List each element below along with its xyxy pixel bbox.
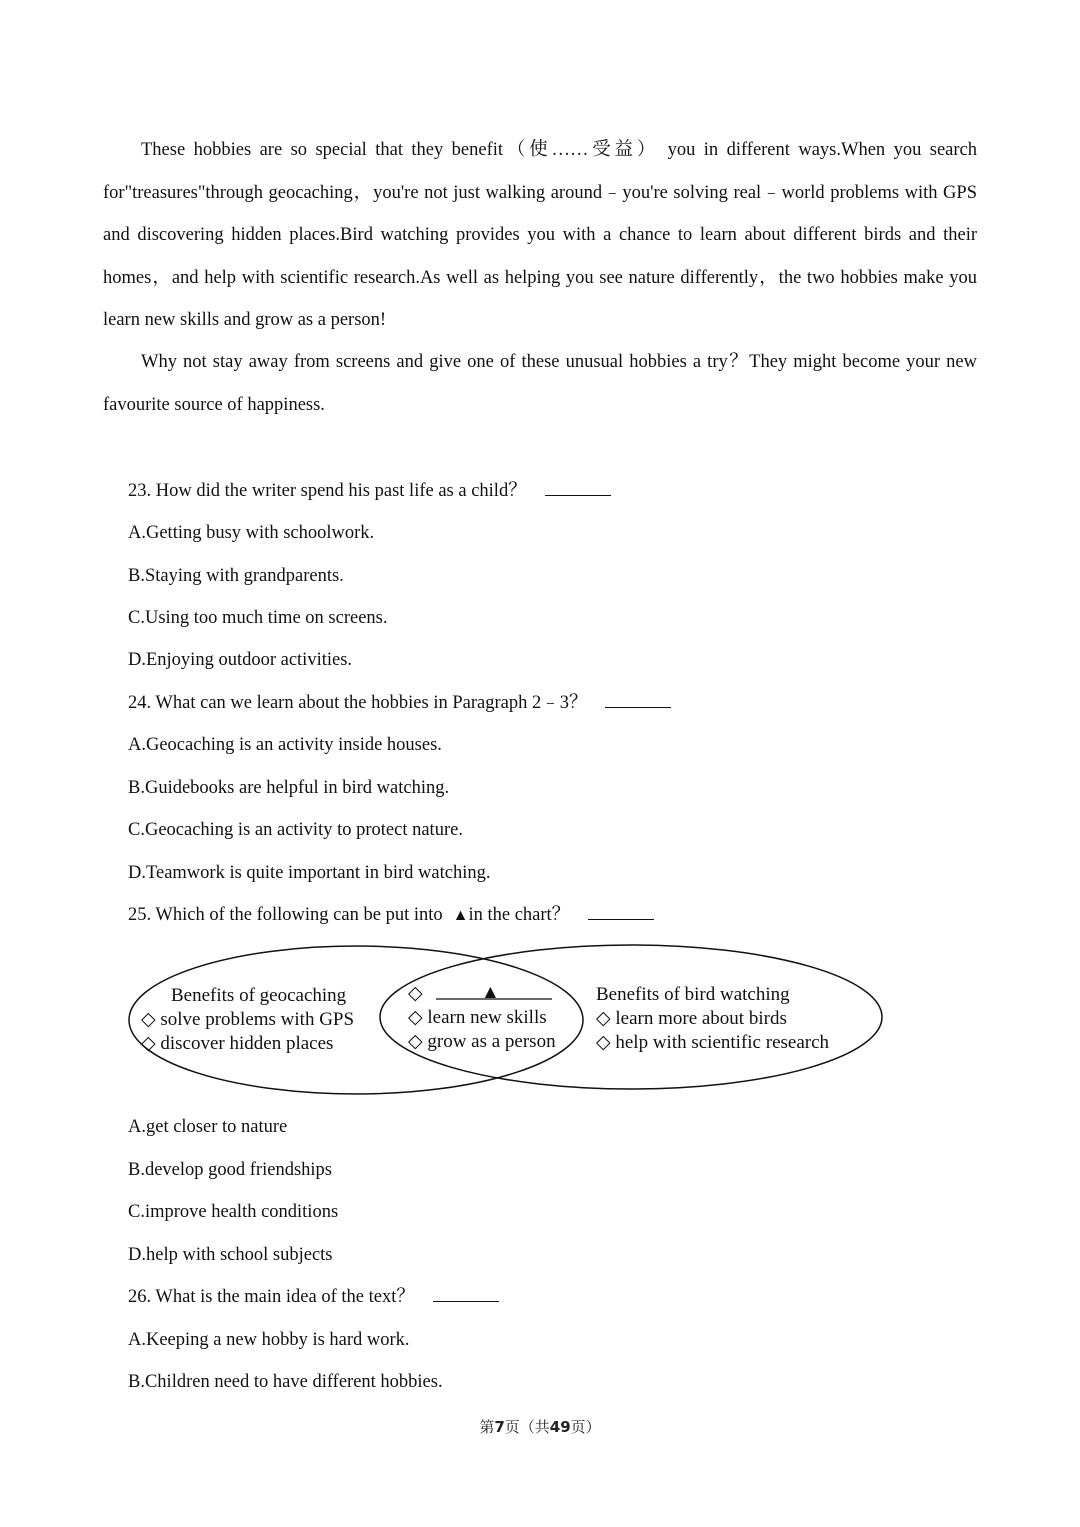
answer-blank[interactable] [433,1285,499,1302]
triangle-icon: ▲ [452,907,469,924]
question-24-option-d[interactable]: D.Teamwork is quite important in bird watching. [128,863,491,883]
venn-left-item: ◇ discover hidden places [141,1033,334,1054]
question-25-option-c[interactable]: C.improve health conditions [128,1202,339,1222]
question-25-stem: 25. Which of the following can be put into ▲in the chart？ [128,903,988,928]
page-number: 7 [494,1418,505,1436]
question-23-option-a[interactable]: A.Getting busy with schoolwork. [128,523,375,543]
venn-middle-item: ◇ grow as a person [408,1031,556,1052]
question-23-option-b[interactable]: B.Staying with grandparents. [128,566,344,586]
question-26-option-b[interactable]: B.Children need to have different hobbies. [128,1372,443,1392]
page-footer: 第7页（共49页） [479,1418,601,1436]
question-25-option-d[interactable]: D.help with school subjects [128,1245,333,1265]
venn-right-title: Benefits of bird watching [596,984,790,1005]
question-26-stem: 26. What is the main idea of the text？ [128,1285,988,1309]
venn-middle-bullet: ◇ [408,983,423,1004]
answer-blank[interactable] [545,479,611,496]
question-23-stem: 23. How did the writer spend his past life as a child？ [128,479,988,503]
question-24-option-b[interactable]: B.Guidebooks are helpful in bird watching. [128,778,450,798]
passage-paragraph-1: These hobbies are so special that they benefit（使……受益） you in different ways.When you search for"treasures"through geocaching，you're not just walking around﹣you're solving real﹣world problems with GPS and discovering hidden places.Bird watching provides you with a chance to learn about different birds and their homes，and help with scientific research.As well as helping you see nature differently，the two hobbies make you learn new skills and grow as a person! [103,140,977,330]
triangle-icon: ▲ [481,982,500,1003]
question-25-option-a[interactable]: A.get closer to nature [128,1117,288,1137]
question-24-option-c[interactable]: C.Geocaching is an activity to protect nature. [128,820,463,840]
venn-right-item: ◇ help with scientific research [596,1032,830,1053]
venn-middle-item: ◇ learn new skills [408,1007,547,1028]
question-24-option-a[interactable]: A.Geocaching is an activity inside houses. [128,735,442,755]
question-25-option-b[interactable]: B.develop good friendships [128,1160,332,1180]
venn-right-item: ◇ learn more about birds [596,1008,787,1029]
question-23-option-c[interactable]: C.Using too much time on screens. [128,608,388,628]
question-23-option-d[interactable]: D.Enjoying outdoor activities. [128,650,353,670]
question-26-option-a[interactable]: A.Keeping a new hobby is hard work. [128,1330,410,1350]
total-pages: 49 [549,1418,571,1436]
venn-diagram [125,942,887,1100]
venn-left-title: Benefits of geocaching [171,985,347,1006]
venn-left-item: ◇ solve problems with GPS [141,1009,355,1030]
question-24-stem: 24. What can we learn about the hobbies in Paragraph 2﹣3？ [128,691,988,715]
answer-blank[interactable] [605,691,671,708]
passage-paragraph-2: Why not stay away from screens and give one of these unusual hobbies a try？They might become your new favourite source of happiness. [103,352,977,415]
answer-blank[interactable] [588,903,654,920]
